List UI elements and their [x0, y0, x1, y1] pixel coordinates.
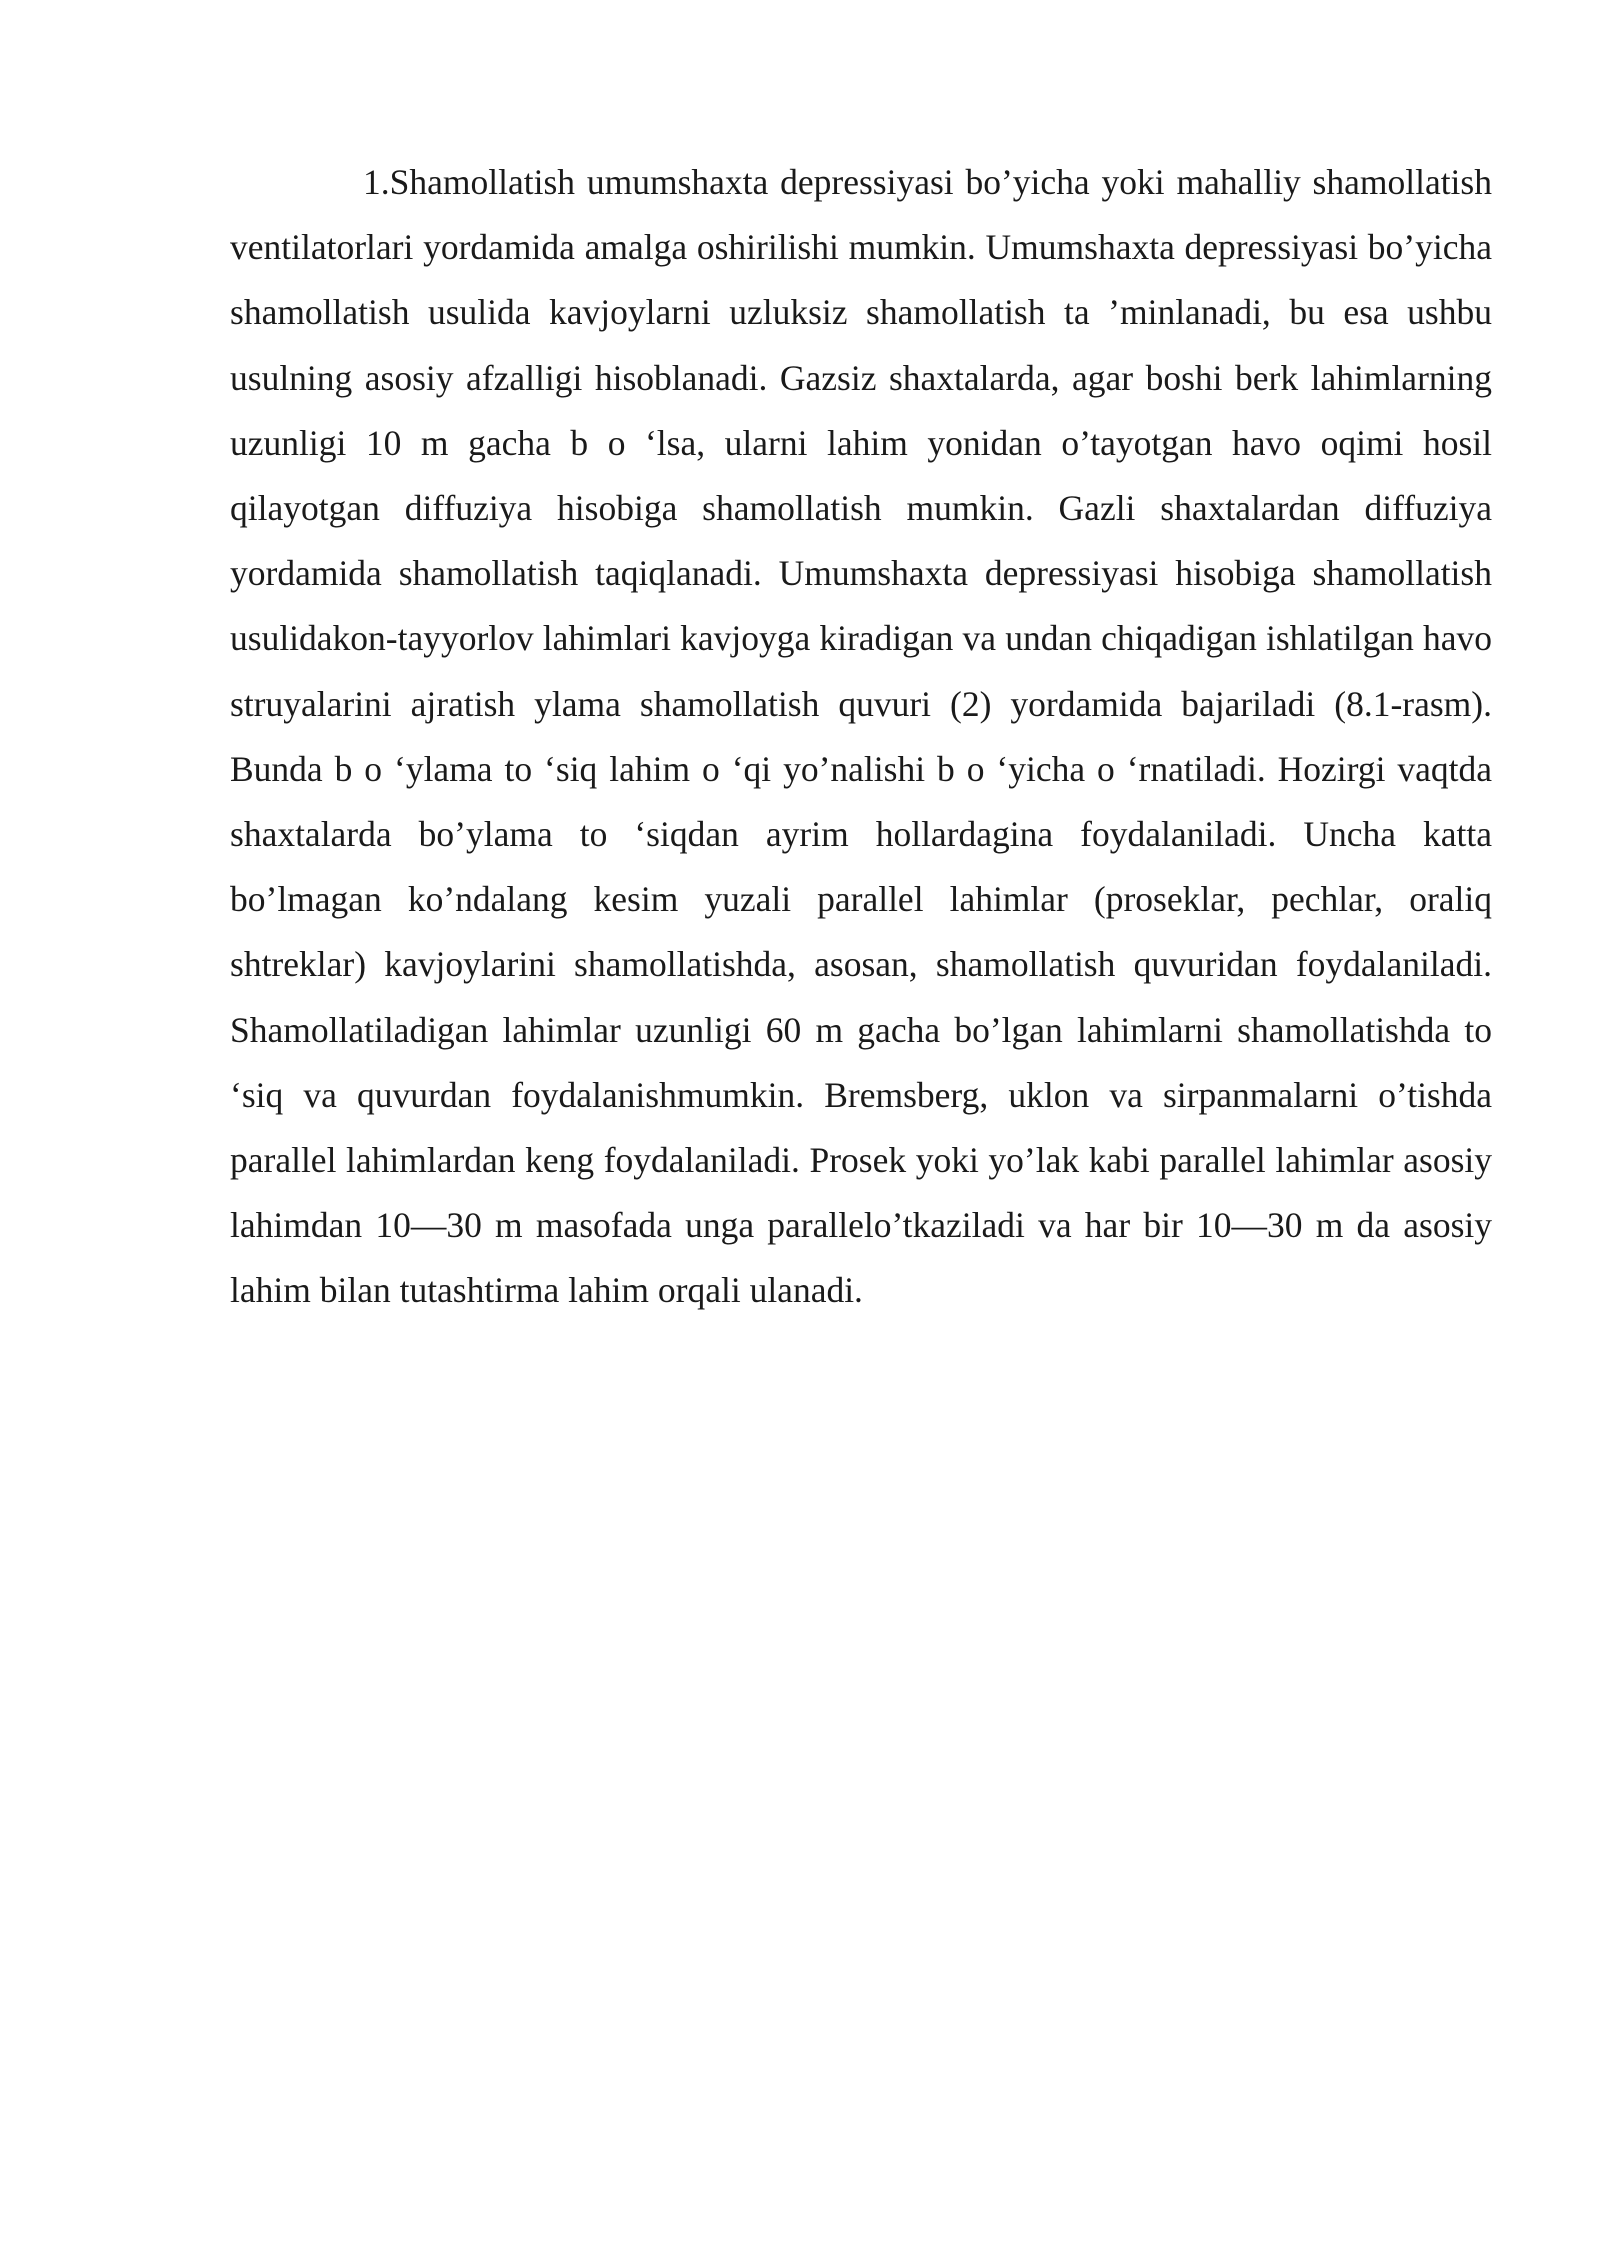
body-paragraph: 1.Shamollatish umumshaxta depressiyasi bo’yicha yoki mahalliy shamollatish ventilatorlari yordamida amalga oshirilishi mumkin. Umumshaxta depressiyasi bo’yicha shamollatish usulida kavjoylarni uzluksiz shamollatish ta ’minlanadi, bu esa ushbu usulning asosiy afzalligi hisoblanadi. Gazsiz shaxtalarda, agar boshi berk lahimlarning uzunligi 10 m gacha b o ‘lsa, ularni lahim yonidan o’tayotgan havo oqimi hosil qilayotgan diffuziya hisobiga shamollatish mumkin. Gazli shaxtalardan diffuziya yordamida shamollatish taqiqlanadi. Umumshaxta depressiyasi hisobiga shamollatish usulidakon-tayyorlov lahimlari kavjoyga kiradigan va undan chiqadigan ishlatilgan havo struyalarini ajratish ylama shamollatish quvuri (2) yordamida bajariladi (8.1-rasm). Bunda b o ‘ylama to ‘siq lahim o ‘qi yo’nalishi b o ‘yicha o ‘rnatiladi. Hozirgi vaqtda shaxtalarda bo’ylama to ‘siqdan ayrim hollardagina foydalaniladi. Uncha katta bo’lmagan ko’ndalang kesim yuzali parallel lahimlar (proseklar, pechlar, oraliq shtreklar) kavjoylarini shamollatishda, asosan, shamollatish quvuridan foydalaniladi. Shamollatiladigan lahimlar uzunligi 60 m gacha bo’lgan lahimlarni shamollatishda to ‘siq va quvurdan foydalanishmumkin. Bremsberg, uklon va sirpanmalarni o’tishda parallel lahimlardan keng foydalaniladi. Prosek yoki yo’lak kabi parallel lahimlar asosiy lahimdan 10—30 m masofada unga parallelo’tkaziladi va har bir 10—30 m da asosiy lahim bilan tutashtirma lahim orqali ulanadi.	[230, 162, 1492, 1311]
